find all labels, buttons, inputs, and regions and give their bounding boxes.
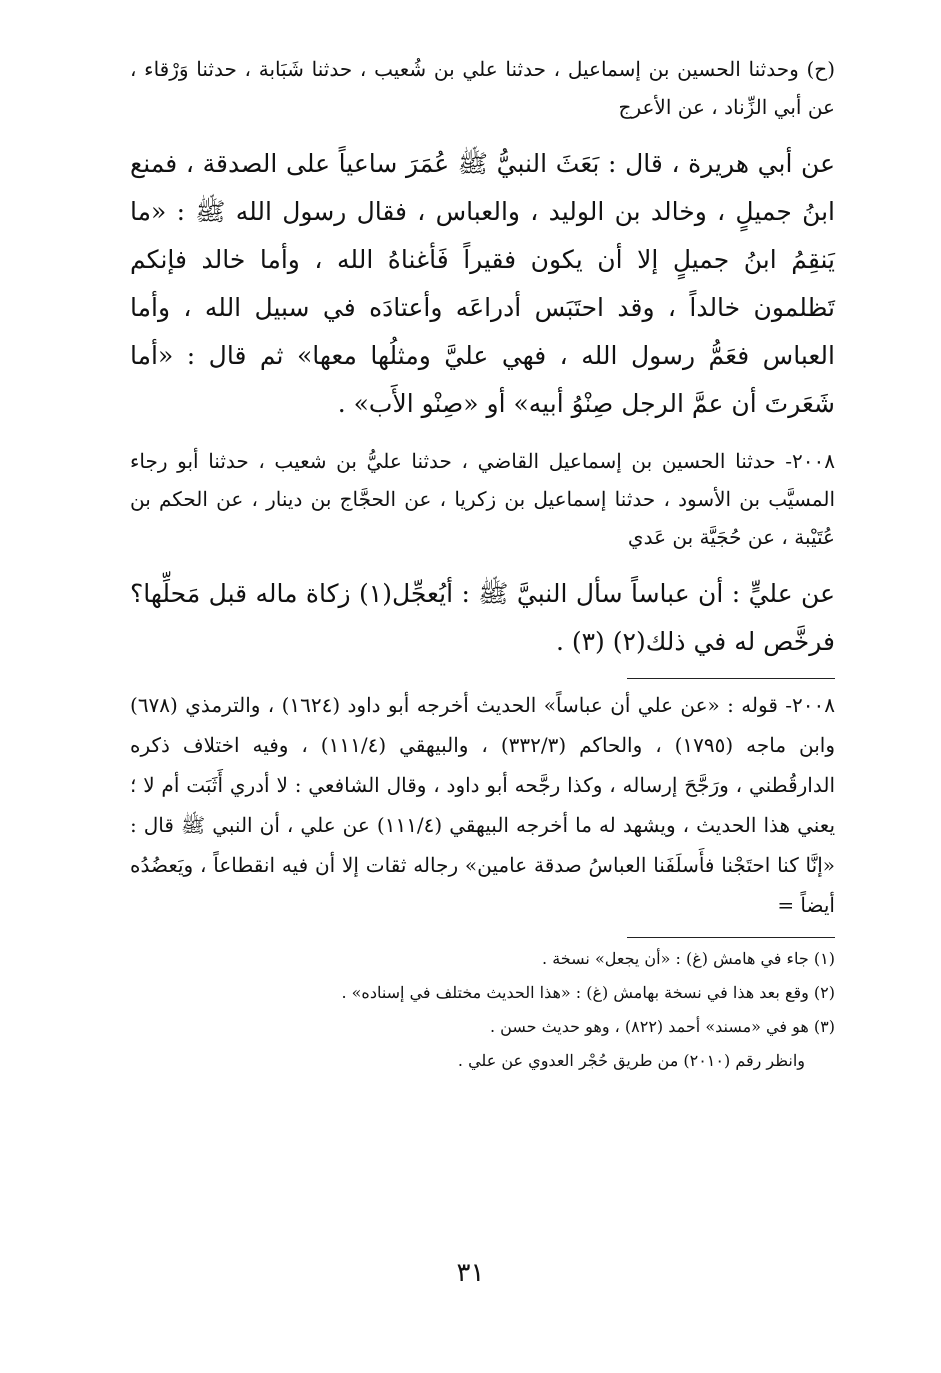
page-number: ٣١ <box>456 1258 485 1288</box>
footnote-separator <box>627 937 835 938</box>
chain-of-narration-2008: ٢٠٠٨- حدثنا الحسين بن إسماعيل القاضي ، حدثنا عليُّ بن شعيب ، حدثنا أبو رجاء المسيَّب بن الأسود ، حدثنا إسماعيل بن زكريا ، عن الحجَّاج بن دينار ، عن الحكم بن عُتَيْبة ، عن حُجَيَّة بن عَدي <box>130 449 835 549</box>
hadith-text-2008: عن عليٍّ : أن عباساً سأل النبيَّ ﷺ : أيُعجِّل(١) زكاة ماله قبل مَحلِّها؟ فرخَّص له في ذلك(٢) (٣) . <box>130 579 835 656</box>
commentary-separator <box>627 678 835 679</box>
commentary-2008: ٢٠٠٨- قوله : «عن علي أن عباساً» الحديث أخرجه أبو داود (١٦٢٤) ، والترمذي (٦٧٨) وابن ماجه (١٧٩٥) ، والحاكم (٣٣٢/٣) ، والبيهقي (١١١/٤) ، وفيه اختلاف ذكره الدارقُطني ، ورَجَّحَ إرساله ، وكذا رجَّحه أبو داود ، وقال الشافعي : لا أدري أَثَبَت أم لا ؛ يعني هذا الحديث ، ويشهد له ما أخرجه البيهقي (١١١/٤) عن علي ، أن النبي ﷺ قال : «إنَّا كنا احتَجْنا فأَسلَفَنا العباسُ صدقة عامين» رجاله ثقات إلا أن فيه انقطاعاً ، ويَعضُدُه أيضاً = <box>130 693 836 917</box>
footnotes <box>130 942 835 1078</box>
page-body <box>130 50 835 1078</box>
footnote-2: (٢) وقع بعد هذا في نسخة بهامش (غ) : «هذا الحديث مختلف في إسناده» . <box>341 983 835 1002</box>
footnote-3-continuation: وانظر رقم (٢٠١٠) من طريق حُجْر العدوي عن علي . <box>457 1051 805 1070</box>
hadith-text-1: عن أبي هريرة ، قال : بَعَثَ النبيُّ ﷺ عُمَرَ ساعياً على الصدقة ، فمنع ابنُ جميلٍ ، وخالد بن الوليد ، والعباس ، فقال رسول الله ﷺ : «ما يَنقِمُ ابنُ جميلٍ إلا أن يكون فقيراً فَأغناهُ الله ، وأما خالد فإنكم تَظلمون خالداً ، وقد احتَبَس أدراعَه وأعتادَه في سبيل الله ، وأما العباس فعَمُّ رسول الله ، فهي عليَّ ومثلُها معها» ثم قال : «أما شَعَرتَ أن عمَّ الرجل صِنْوُ أبيه» أو «صِنْو الأَب» . <box>130 149 835 418</box>
footnote-1: (١) جاء في هامش (غ) : «أن يجعل» نسخة . <box>542 949 835 968</box>
chain-of-narration-1: (ح) وحدثنا الحسين بن إسماعيل ، حدثنا علي بن شُعيب ، حدثنا شَبَابة ، حدثنا وَرْقاء ، عن أبي الزِّناد ، عن الأعرج <box>130 57 835 119</box>
footnote-3: (٣) هو في «مسند» أحمد (٨٢٢) ، وهو حديث حسن . <box>489 1017 835 1036</box>
